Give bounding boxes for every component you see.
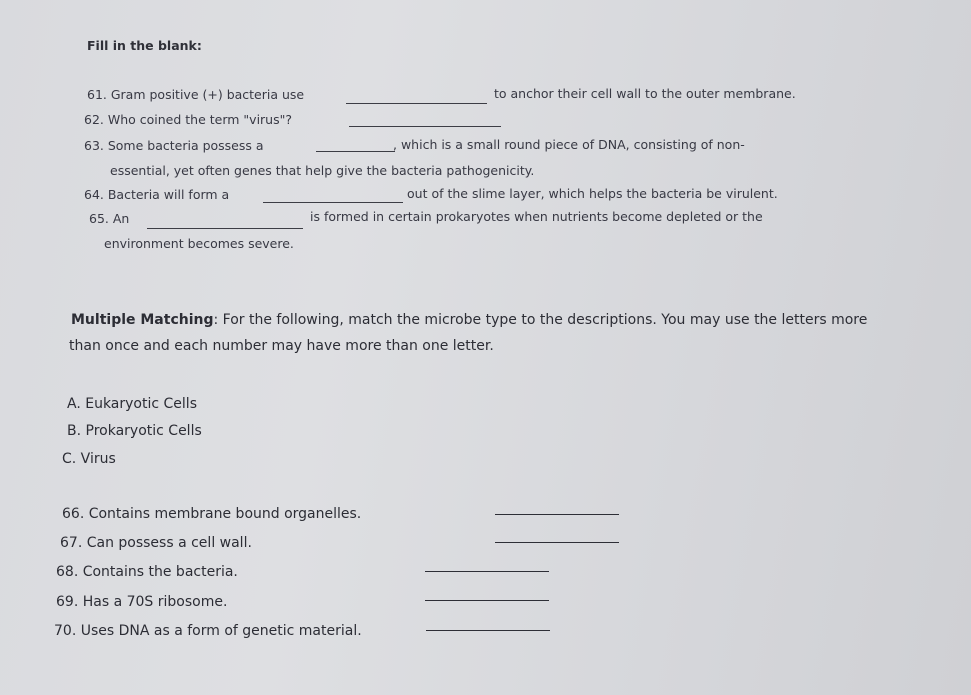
fill-in-blank-heading: Fill in the blank: — [87, 38, 202, 53]
question-64-end: out of the slime layer, which helps the bacteria be virulent. — [407, 186, 778, 201]
question-66-blank[interactable] — [495, 514, 619, 515]
question-69-text: 69. Has a 70S ribosome. — [56, 594, 228, 610]
question-68-text: 68. Contains the bacteria. — [56, 564, 238, 580]
question-62-blank[interactable] — [349, 126, 501, 127]
question-68-blank[interactable] — [425, 571, 549, 572]
question-64-start: 64. Bacteria will form a — [84, 187, 230, 202]
question-63-blank[interactable] — [316, 151, 395, 152]
question-61-end: to anchor their cell wall to the outer membrane. — [494, 86, 796, 101]
question-65-end: is formed in certain prokaryotes when nutrients become depleted or the — [310, 209, 763, 224]
matching-intro-continuation: than once and each number may have more than one letter. — [69, 338, 494, 354]
question-70-blank[interactable] — [426, 630, 550, 631]
question-67-text: 67. Can possess a cell wall. — [60, 535, 252, 551]
question-63-start: 63. Some bacteria possess a — [84, 138, 264, 153]
question-63-continuation: essential, yet often genes that help give the bacteria pathogenicity. — [110, 163, 535, 178]
option-c: C. Virus — [62, 451, 116, 467]
question-62-text: 62. Who coined the term "virus"? — [84, 112, 292, 127]
option-a: A. Eukaryotic Cells — [67, 396, 197, 412]
question-69-blank[interactable] — [425, 600, 549, 601]
question-65-blank[interactable] — [147, 228, 303, 229]
question-70-text: 70. Uses DNA as a form of genetic material. — [54, 623, 362, 639]
option-b: B. Prokaryotic Cells — [67, 423, 202, 439]
matching-heading: Multiple Matching — [71, 312, 214, 328]
question-67-blank[interactable] — [495, 542, 619, 543]
question-65-start: 65. An — [89, 211, 130, 226]
matching-instructions — [71, 313, 867, 327]
question-61-blank[interactable] — [346, 103, 487, 104]
question-65-continuation: environment becomes severe. — [104, 236, 294, 251]
question-66-text: 66. Contains membrane bound organelles. — [62, 506, 362, 522]
question-64-blank[interactable] — [263, 202, 403, 203]
matching-intro: : For the following, match the microbe type to the descriptions. You may use the letters more — [213, 312, 868, 328]
question-63-end: , which is a small round piece of DNA, consisting of non- — [393, 137, 745, 152]
question-61-start: 61. Gram positive (+) bacteria use — [87, 87, 305, 102]
